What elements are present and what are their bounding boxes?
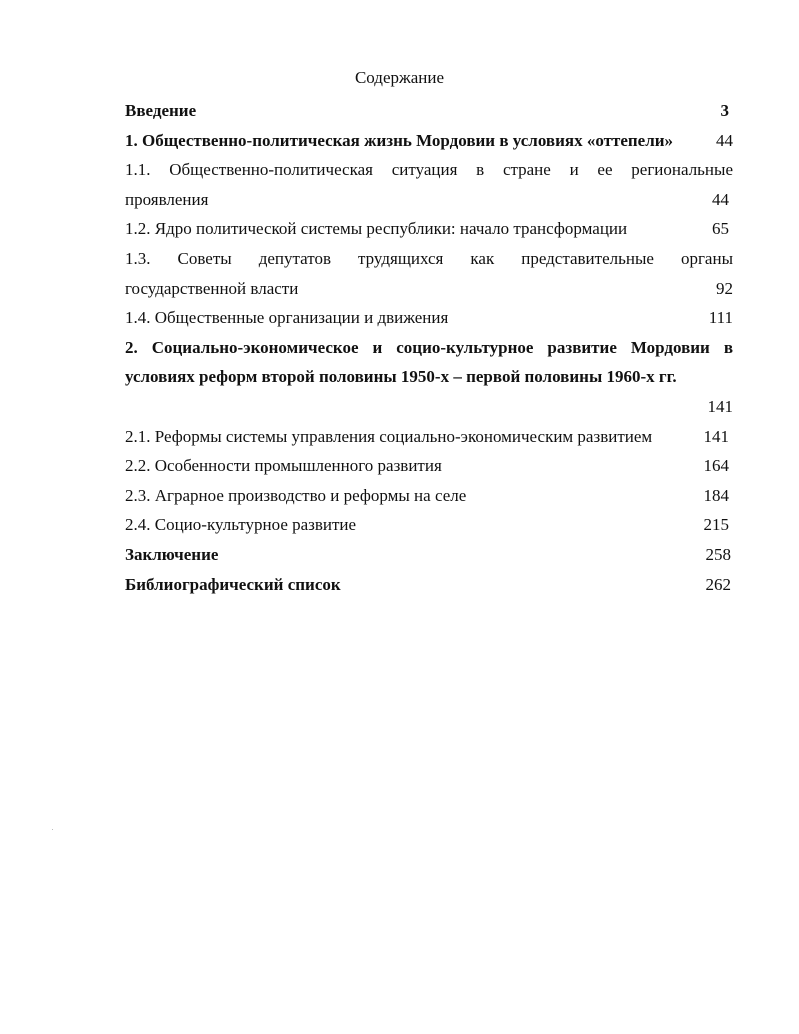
toc-entry-chapter-2-line1: 2. Социально-экономическое и социо-культурное развитие Мордовии в [125, 337, 733, 357]
toc-entry-section-1-2 [125, 214, 733, 244]
toc-entry-page: 141 [707, 396, 733, 416]
toc-entry-label: 2.2. Особенности промышленного развития [125, 456, 442, 476]
toc-entry-section-1-1 [125, 185, 733, 215]
toc-entry-section-1-1-line1: 1.1. Общественно-политическая ситуация в стране и ее региональные [125, 160, 733, 180]
toc-entry-section-2-4 [125, 510, 733, 540]
toc-entry-page: 44 [712, 189, 729, 209]
toc-entry-label: 2.1. Реформы системы управления социально-экономическим развитием [125, 426, 653, 446]
toc-entry-page: 111 [708, 308, 733, 328]
toc-entry-intro [125, 96, 733, 126]
toc-entry-section-2-2 [125, 451, 733, 481]
toc-entry-label: Заключение [125, 544, 219, 564]
toc-entry-page: 3 [720, 101, 729, 120]
toc-entry-page: 92 [716, 278, 733, 298]
toc-entry-label: государственной власти [125, 278, 299, 298]
page-title: Содержание [354, 68, 445, 87]
toc-entry-page: 65 [712, 219, 729, 239]
toc-entry-label: Библиографический список [125, 574, 341, 594]
toc-entry-label: проявления [125, 189, 209, 209]
toc-entry-chapter-2-line2 [125, 362, 733, 392]
toc-entry-label: условиях реформ второй половины 1950-х – первой половины 1960-х гг. [125, 367, 677, 387]
toc-entry-label: 1.4. Общественные организации и движения [125, 308, 449, 328]
toc-entry-page: 258 [705, 544, 731, 564]
toc-entry-section-1-3-line1: 1.3. Советы депутатов трудящихся как представительные органы [125, 248, 733, 268]
toc-entry-bibliography [125, 570, 733, 600]
toc-entry-section-2-3 [125, 481, 733, 511]
toc-entry-section-1-4 [125, 303, 733, 333]
toc-entry-label: 2.4. Социо-культурное развитие [125, 515, 357, 535]
toc-entry-page: 262 [705, 574, 731, 594]
toc-entry-page: 44 [716, 130, 733, 150]
toc-entry-label: 1. Общественно-политическая жизнь Мордовии в условиях «оттепели» [125, 130, 674, 150]
toc-entry-section-1-3 [125, 274, 733, 304]
toc-entry-page: 141 [703, 426, 729, 446]
toc-entry-page: 215 [703, 515, 729, 535]
table-of-contents [125, 96, 733, 599]
toc-entry-chapter-1 [125, 126, 733, 156]
toc-entry-label: Введение [125, 101, 197, 120]
toc-entry-page: 184 [703, 485, 729, 505]
toc-entry-section-2-1 [125, 422, 733, 452]
toc-entry-page: 164 [703, 456, 729, 476]
scan-speck [52, 829, 53, 830]
toc-entry-label: 1.2. Ядро политической системы республики: начало трансформации [125, 219, 628, 239]
toc-entry-label: 2.3. Аграрное производство и реформы на селе [125, 485, 467, 505]
toc-entry-conclusion [125, 540, 733, 570]
